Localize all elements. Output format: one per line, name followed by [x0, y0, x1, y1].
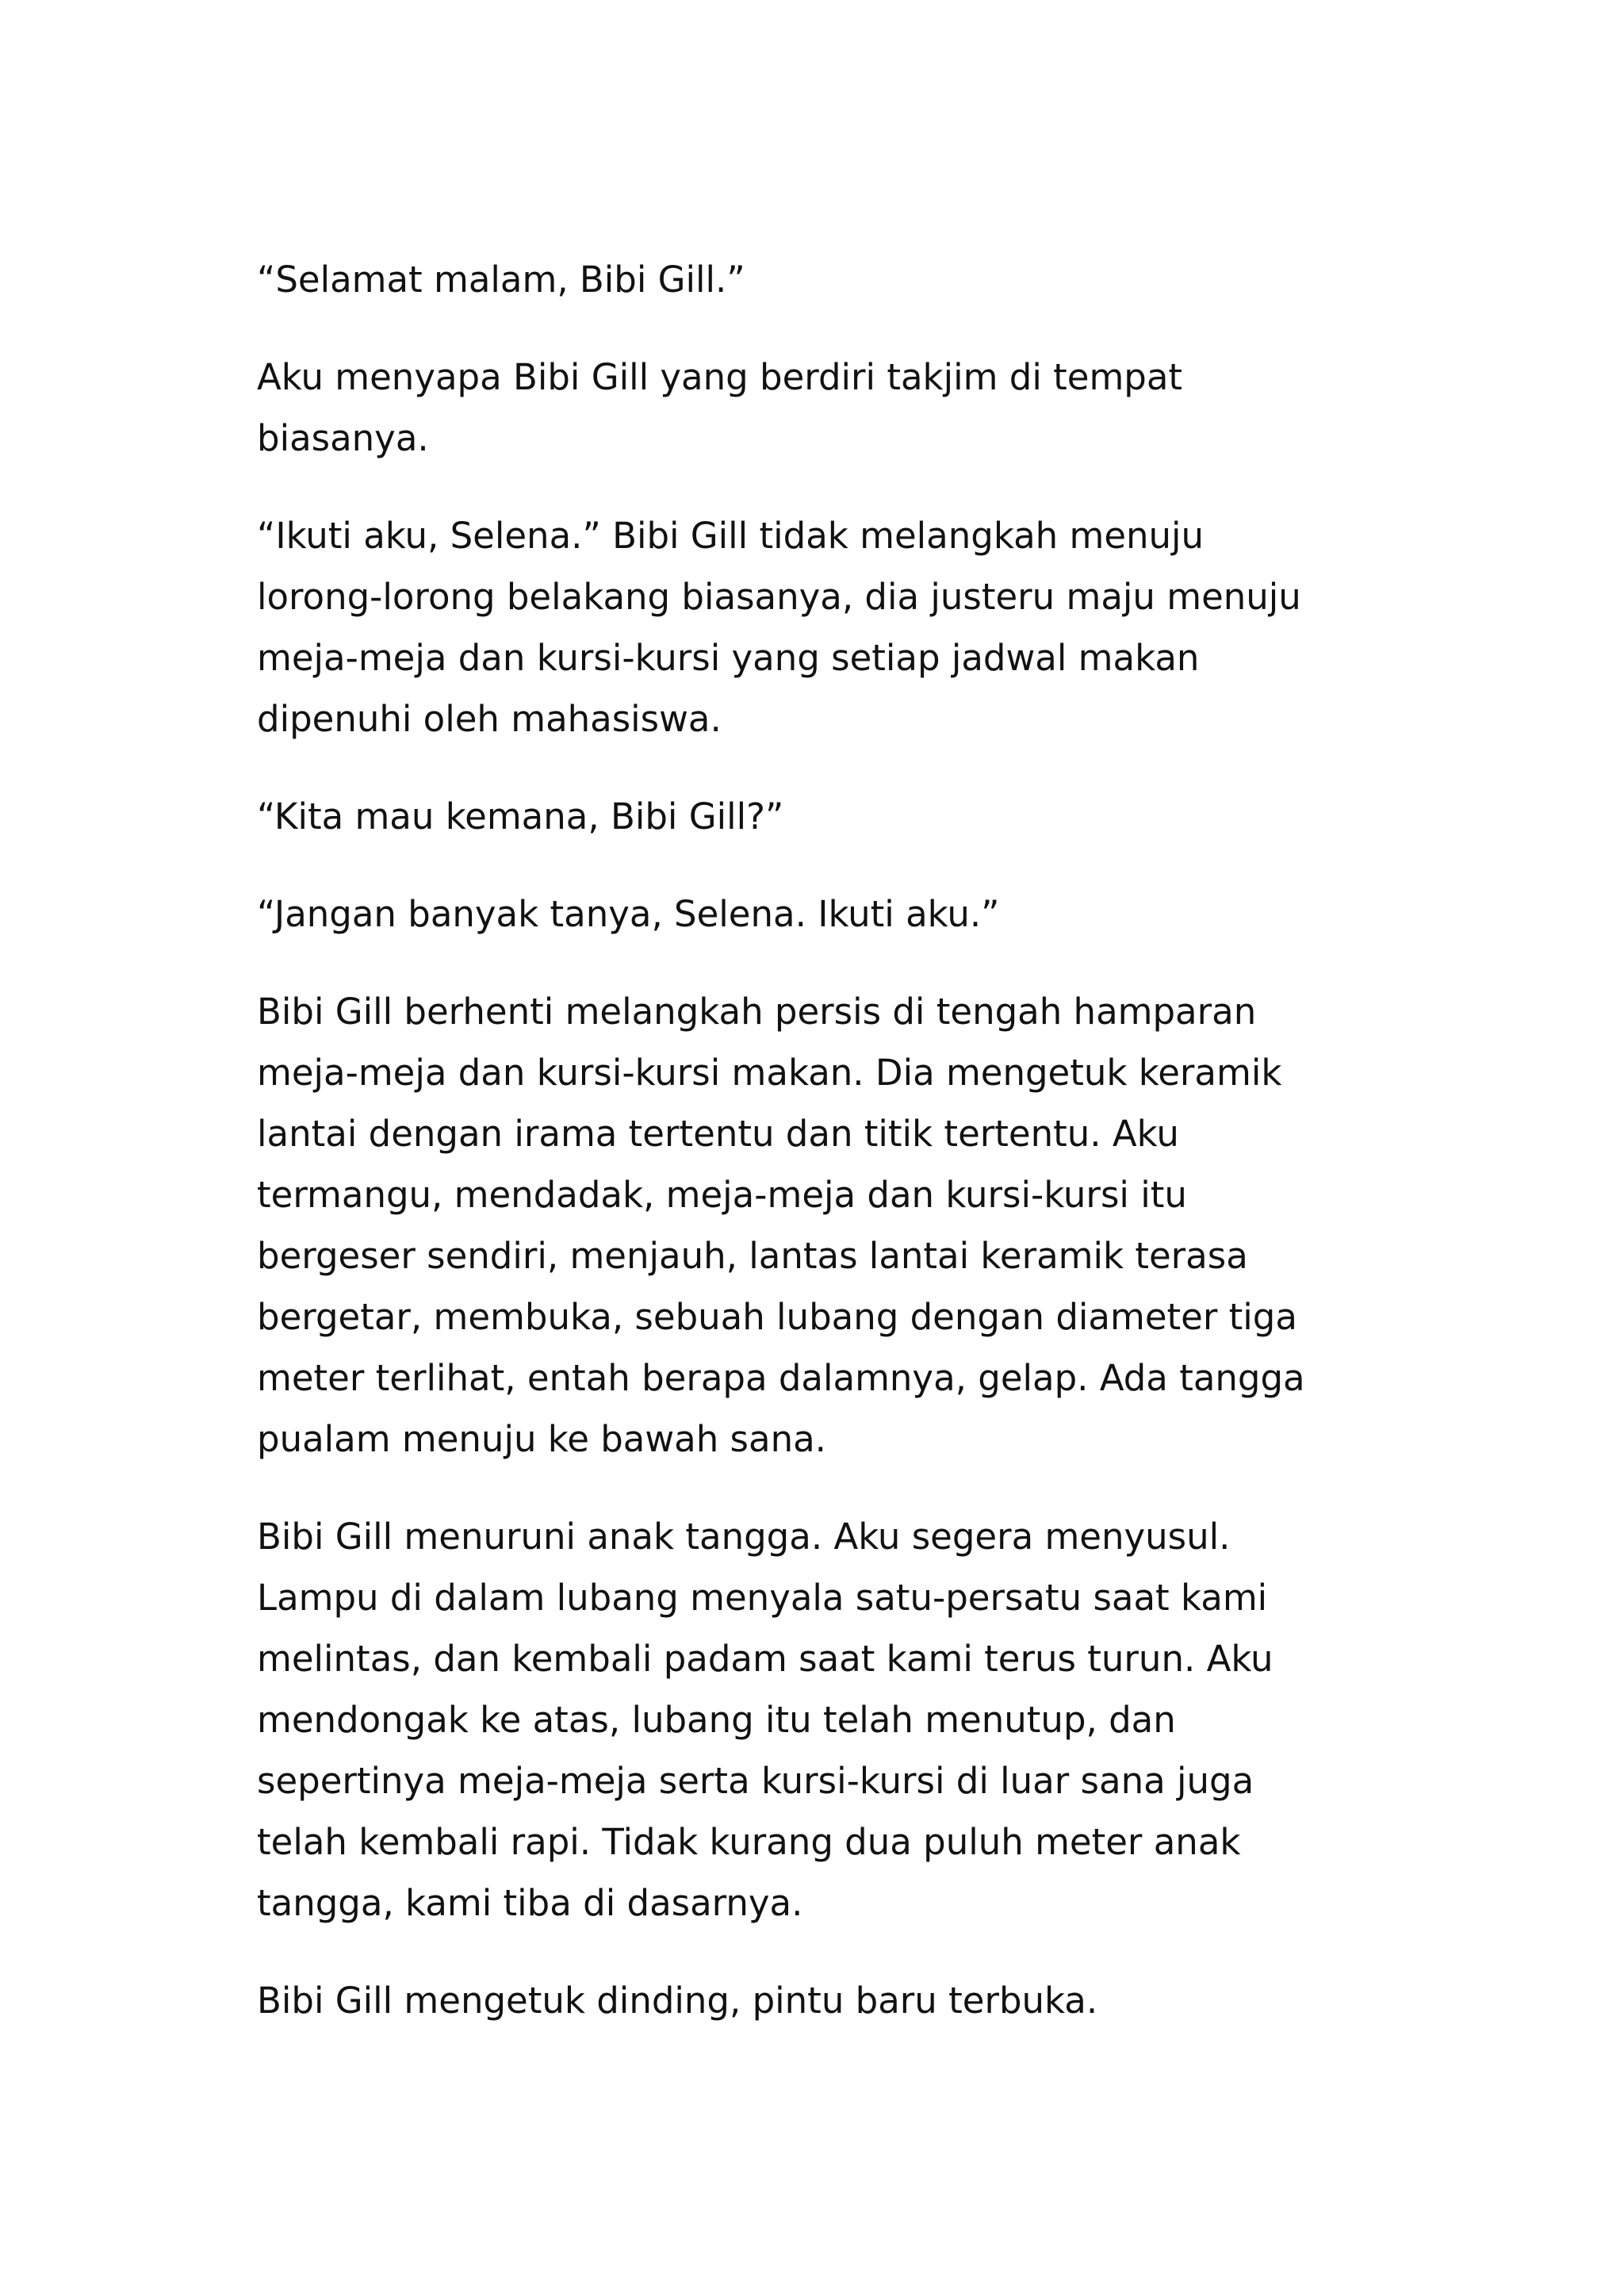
- paragraph-4: [257, 786, 1415, 847]
- text-line: Aku menyapa Bibi Gill yang berdiri takjim di tempat: [257, 356, 1183, 398]
- text-line: pualam menuju ke bawah sana.: [257, 1418, 826, 1460]
- paragraph-5: [257, 884, 1415, 945]
- text-line: meja-meja dan kursi-kursi yang setiap jadwal makan: [257, 637, 1200, 679]
- text-line: “Kita mau kemana, Bibi Gill?”: [257, 795, 784, 838]
- paragraph-7: [257, 1506, 1415, 1934]
- document-page: [257, 249, 1415, 2068]
- text-line: Bibi Gill mengetuk dinding, pintu baru terbuka.: [257, 1980, 1098, 2022]
- paragraph-6: [257, 981, 1415, 1470]
- text-line: bergetar, membuka, sebuah lubang dengan diameter tiga: [257, 1296, 1297, 1338]
- text-line: biasanya.: [257, 417, 429, 459]
- text-line: melintas, dan kembali padam saat kami terus turun. Aku: [257, 1638, 1274, 1680]
- paragraph-3: [257, 505, 1415, 749]
- text-line: lantai dengan irama tertentu dan titik tertentu. Aku: [257, 1113, 1179, 1155]
- text-line: “Ikuti aku, Selena.” Bibi Gill tidak melangkah menuju: [257, 515, 1205, 557]
- text-line: Bibi Gill menuruni anak tangga. Aku segera menyusul.: [257, 1516, 1231, 1558]
- text-line: bergeser sendiri, menjauh, lantas lantai keramik terasa: [257, 1235, 1248, 1277]
- text-line: “Selamat malam, Bibi Gill.”: [257, 259, 745, 301]
- paragraph-2: [257, 347, 1415, 469]
- text-line: tangga, kami tiba di dasarnya.: [257, 1882, 803, 1924]
- text-line: lorong-lorong belakang biasanya, dia justeru maju menuju: [257, 576, 1301, 618]
- text-line: meja-meja dan kursi-kursi makan. Dia mengetuk keramik: [257, 1052, 1282, 1094]
- text-line: telah kembali rapi. Tidak kurang dua puluh meter anak: [257, 1821, 1241, 1863]
- text-line: “Jangan banyak tanya, Selena. Ikuti aku.”: [257, 893, 1000, 935]
- text-line: dipenuhi oleh mahasiswa.: [257, 698, 722, 740]
- paragraph-1: [257, 249, 1415, 310]
- paragraph-8: [257, 1970, 1415, 2031]
- text-line: mendongak ke atas, lubang itu telah menutup, dan: [257, 1699, 1176, 1741]
- text-line: Lampu di dalam lubang menyala satu-persatu saat kami: [257, 1577, 1268, 1619]
- text-line: Bibi Gill berhenti melangkah persis di tengah hamparan: [257, 991, 1257, 1033]
- text-line: termangu, mendadak, meja-meja dan kursi-kursi itu: [257, 1174, 1187, 1216]
- text-line: meter terlihat, entah berapa dalamnya, gelap. Ada tangga: [257, 1357, 1305, 1399]
- text-line: sepertinya meja-meja serta kursi-kursi di luar sana juga: [257, 1760, 1254, 1802]
